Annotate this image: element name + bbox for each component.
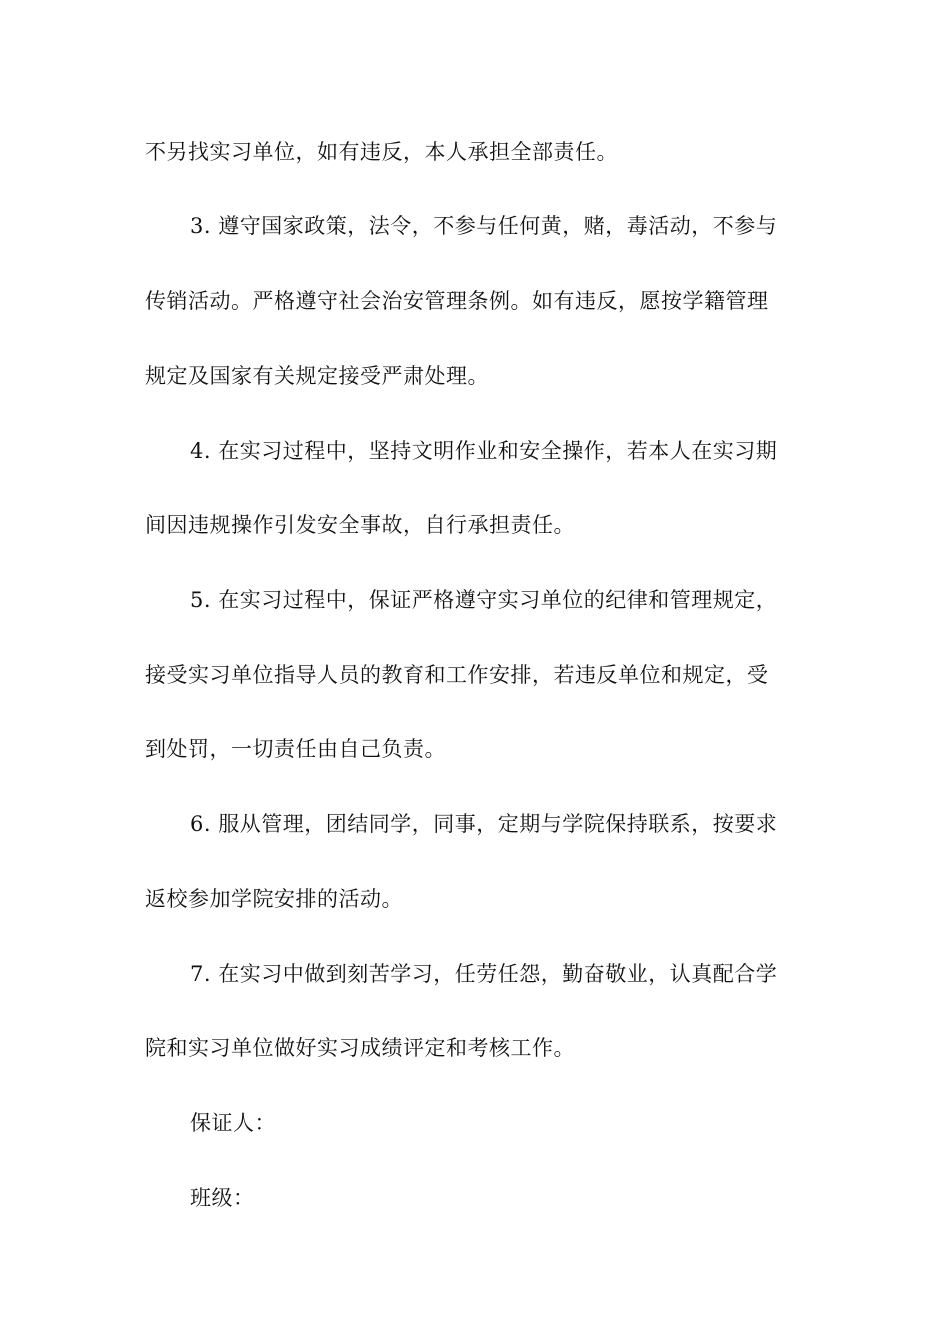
paragraph-line: 院和实习单位做好实习成绩评定和考核工作。 bbox=[145, 1036, 575, 1060]
item-4-line: 4. 在实习过程中，坚持文明作业和安全操作，若本人在实习期 bbox=[190, 439, 778, 463]
item-7-line: 7. 在实习中做到刻苦学习，任劳任怨，勤奋敬业，认真配合学 bbox=[190, 962, 778, 986]
paragraph-line: 间因违规操作引发安全事故，自行承担责任。 bbox=[145, 513, 575, 537]
class-label: 班级： bbox=[190, 1186, 255, 1210]
item-5-line: 5. 在实习过程中，保证严格遵守实习单位的纪律和管理规定， bbox=[190, 588, 778, 612]
paragraph-line: 规定及国家有关规定接受严肃处理。 bbox=[145, 364, 489, 388]
item-3-line: 3. 遵守国家政策，法令，不参与任何黄，赌，毒活动，不参与 bbox=[190, 214, 778, 238]
paragraph-line: 返校参加学院安排的活动。 bbox=[145, 887, 403, 911]
paragraph-line: 不另找实习单位，如有违反，本人承担全部责任。 bbox=[145, 140, 618, 164]
item-6-line: 6. 服从管理，团结同学，同事，定期与学院保持联系，按要求 bbox=[190, 812, 778, 836]
guarantor-label: 保证人： bbox=[190, 1111, 276, 1135]
paragraph-line: 接受实习单位指导人员的教育和工作安排，若违反单位和规定，受 bbox=[145, 663, 769, 687]
paragraph-line: 到处罚，一切责任由自己负责。 bbox=[145, 737, 446, 761]
paragraph-line: 传销活动。严格遵守社会治安管理条例。如有违反，愿按学籍管理 bbox=[145, 289, 769, 313]
